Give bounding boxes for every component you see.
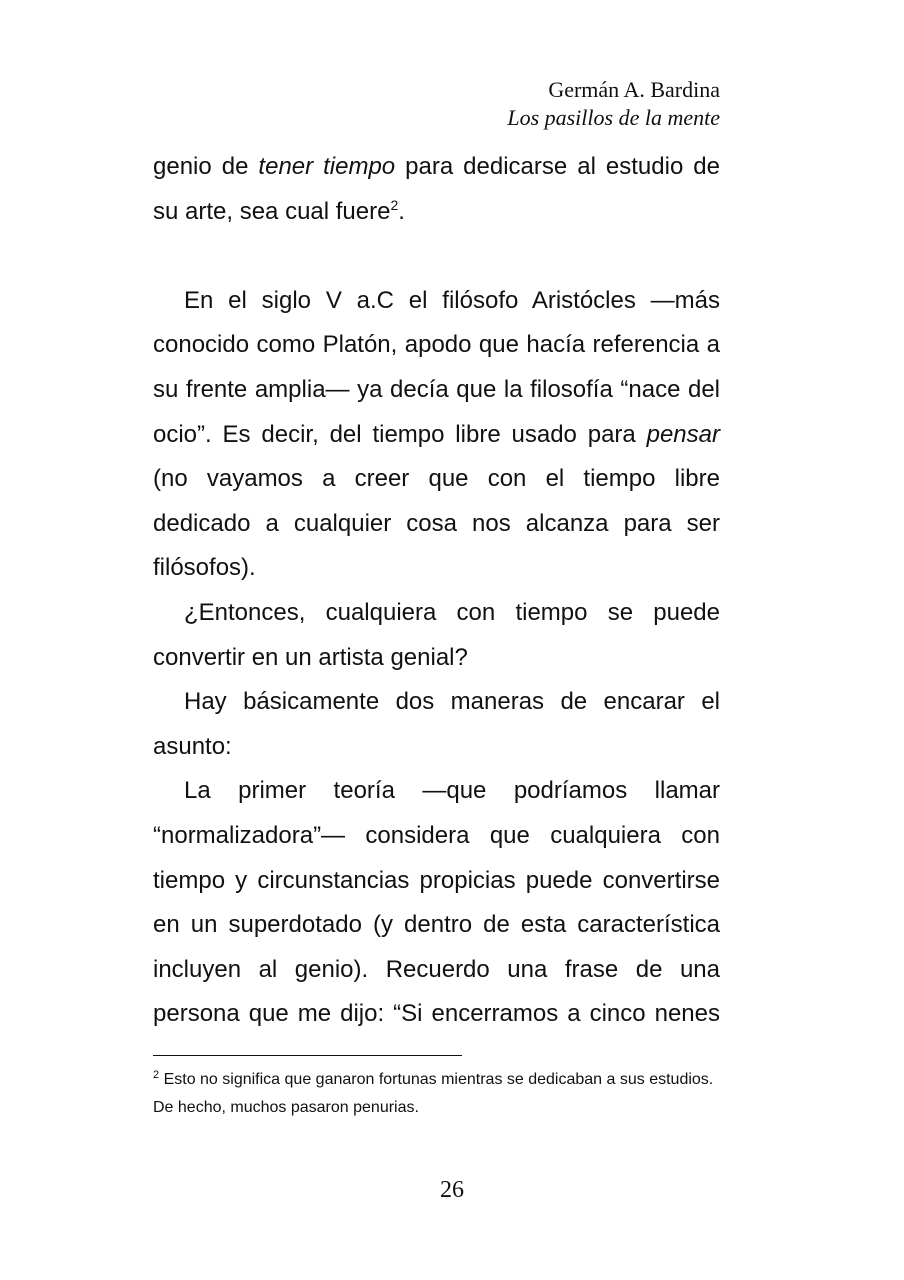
- paragraph-1: [153, 145, 720, 234]
- paragraph-1-emphasis: tener tiempo: [258, 153, 396, 180]
- paragraph-2-start: En el siglo V a.C el filósofo Aristócles —más conocido como Platón, apodo que hacía referencia a su frente amplia— ya decía que la filosofía “nace del ocio”. Es decir, del tiempo libre usado para: [153, 286, 720, 448]
- paragraph-2: [153, 279, 720, 591]
- running-header: [507, 76, 720, 132]
- paragraph-1-middle: para dedicarse al estudio de su arte, sea cual fuere: [153, 153, 720, 225]
- header-author: Germán A. Bardina: [548, 77, 720, 102]
- paragraph-5: La primer teoría —que podríamos llamar “normalizadora”— considera que cualquiera con tiempo y circunstancias propicias puede convertirse en un superdotado (y dentro de esta característica incluyen al genio). Recuerdo una frase de una persona que me dijo: “Si encerramos a cinco nenes: [153, 777, 720, 1028]
- paragraph-2-end: (no vayamos a creer que con el tiempo libre dedicado a cualquier cosa nos alcanza para ser filósofos).: [153, 465, 720, 582]
- body-text: [153, 145, 720, 1037]
- paragraph-1-end: .: [398, 197, 405, 225]
- paragraph-2-emphasis: pensar: [646, 420, 720, 448]
- paragraph-4: Hay básicamente dos maneras de encarar el asunto:: [153, 688, 720, 760]
- footnote-separator: [153, 1055, 462, 1056]
- footnote: [153, 1066, 720, 1122]
- page-number: 26: [440, 1177, 464, 1203]
- paragraph-3: ¿Entonces, cualquiera con tiempo se puede convertir en un artista genial?: [153, 598, 720, 671]
- footnote-text: Esto no significa que ganaron fortunas mientras se dedicaban a sus estudios. De hecho, muchos pasaron penurias.: [153, 1071, 714, 1116]
- paragraph-1-start: genio de: [153, 153, 259, 180]
- header-book-title: Los pasillos de la mente: [507, 105, 720, 130]
- footnote-number: 2: [153, 1069, 160, 1081]
- footnote-reference: 2: [390, 196, 399, 213]
